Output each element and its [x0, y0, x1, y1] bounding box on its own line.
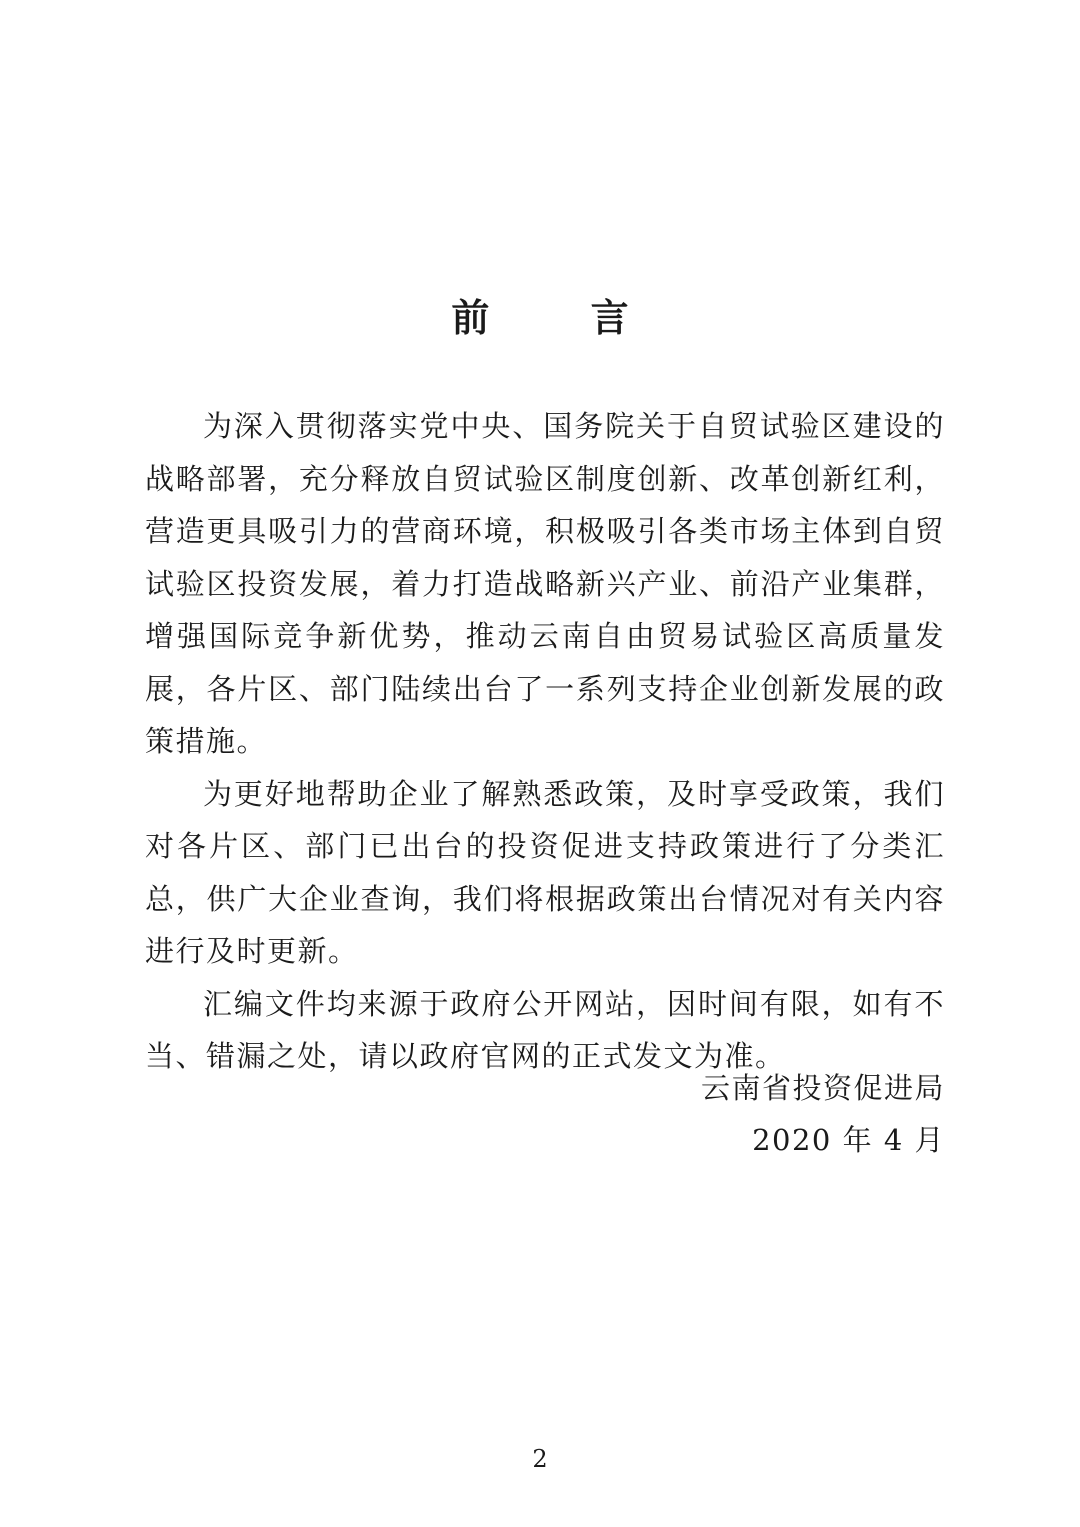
signature-organization: 云南省投资促进局: [700, 1071, 945, 1105]
paragraph-2: 为更好地帮助企业了解熟悉政策，及时享受政策，我们对各片区、部门已出台的投资促进支持政策进行了分类汇总，供广大企业查询，我们将根据政策出台情况对有关内容进行及时更新。: [145, 776, 945, 968]
signature-block: [701, 1062, 945, 1166]
paragraph-1: 为深入贯彻落实党中央、国务院关于自贸试验区建设的战略部署，充分释放自贸试验区制度创新、改革创新红利，营造更具吸引力的营商环境，积极吸引各类市场主体到自贸试验区投资发展，着力打造战略新兴产业、前沿产业集群，增强国际竞争新优势，推动云南自由贸易试验区高质量发展，各片区、部门陆续出台了一系列支持企业创新发展的政策措施。: [145, 409, 945, 758]
page-number: 2: [532, 1445, 548, 1473]
paragraph-3: 汇编文件均来源于政府公开网站，因时间有限，如有不当、错漏之处，请以政府官网的正式发文为准。: [145, 986, 945, 1073]
page-title: 前 言: [451, 296, 673, 340]
signature-date: 2020 年 4 月: [752, 1123, 945, 1157]
preface-body: [145, 400, 945, 1083]
